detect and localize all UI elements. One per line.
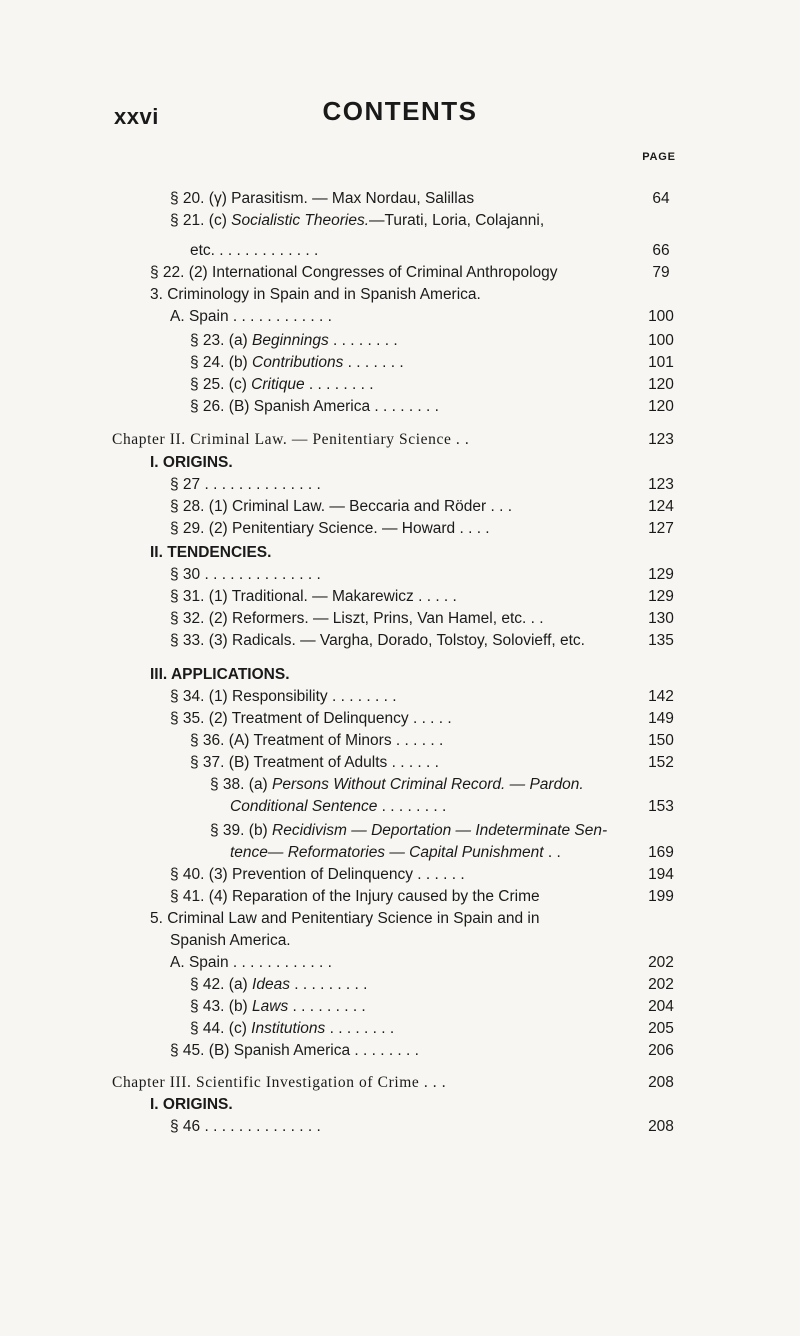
toc-entry-text: § 29. (2) Penitentiary Science. — Howard . . . .: [170, 520, 490, 537]
toc-page-number: 129: [648, 588, 674, 605]
toc-entry-text: [190, 352, 404, 374]
toc-entry: [0, 240, 800, 262]
toc-entry: [0, 564, 800, 586]
toc-page-number: 153: [648, 798, 674, 815]
toc-entry-text: § 37. (B) Treatment of Adults . . . . . .: [190, 754, 439, 771]
toc-page-number: 206: [648, 1042, 674, 1059]
toc-entry-text: III. APPLICATIONS.: [150, 666, 290, 683]
toc-entry: [0, 730, 800, 752]
toc-entry: [0, 452, 800, 474]
toc-entry: [0, 796, 800, 818]
toc-page-number: 152: [648, 754, 674, 771]
toc-entry: [0, 886, 800, 908]
toc-entry-prefix: § 39. (b): [210, 822, 273, 839]
toc-page-number: 123: [648, 431, 674, 448]
toc-page-number: 66: [652, 242, 670, 259]
toc-page-number: 120: [648, 376, 674, 393]
toc-entry: [0, 352, 800, 374]
toc-page-number: 208: [648, 1074, 674, 1091]
toc-entry-prefix: § 21. (c): [170, 212, 232, 229]
toc-page-number: 202: [648, 954, 674, 971]
toc-entry: [0, 262, 800, 284]
toc-entry-text: A. Spain . . . . . . . . . . . .: [170, 954, 332, 971]
toc-entry: [0, 1040, 800, 1062]
toc-entry-text: § 32. (2) Reformers. — Liszt, Prins, Van Hamel, etc. . .: [170, 610, 544, 627]
toc-entry-italic: Conditional Sentence: [230, 798, 378, 815]
toc-page-number: 64: [652, 190, 670, 207]
toc-entry-suffix: . . . . . . . .: [304, 376, 374, 393]
toc-entry-text: § 26. (B) Spanish America . . . . . . . .: [190, 398, 439, 415]
toc-entry-text: [190, 974, 367, 996]
toc-entry: [0, 974, 800, 996]
toc-entry: [0, 864, 800, 886]
toc-entry-text: § 36. (A) Treatment of Minors . . . . . .: [190, 732, 444, 749]
toc-entry: [0, 1094, 800, 1116]
toc-page-number: 127: [648, 520, 674, 537]
toc-entry-prefix: § 23. (a): [190, 332, 253, 349]
toc-entry: [0, 518, 800, 540]
page-title: CONTENTS: [322, 96, 478, 126]
toc-page-number: 205: [648, 1020, 674, 1037]
toc-entry-italic: Laws: [252, 998, 289, 1015]
toc-entry-text: § 34. (1) Responsibility . . . . . . . .: [170, 688, 397, 705]
toc-entry-text: § 41. (4) Reparation of the Injury caused by the Crime: [170, 888, 540, 905]
toc-page-number: 208: [648, 1118, 674, 1135]
toc-entry-text: § 33. (3) Radicals. — Vargha, Dorado, Tolstoy, Solovieff, etc.: [170, 632, 585, 649]
toc-page-number: 79: [652, 264, 670, 281]
toc-entry: [0, 708, 800, 730]
toc-entry-text: [170, 210, 544, 232]
toc-entry-text: [210, 820, 607, 842]
toc-entry-text: § 46 . . . . . . . . . . . . . .: [170, 1118, 321, 1135]
toc-entry-text: II. TENDENCIES.: [150, 544, 272, 561]
toc-entry-italic: Socialistic Theories.: [231, 212, 369, 229]
toc-entry-text: A. Spain . . . . . . . . . . . .: [170, 308, 332, 325]
toc-entry: [0, 586, 800, 608]
toc-entry-text: [190, 330, 398, 352]
toc-entry-italic: Recidivism — Deportation — Indeterminate Sen-: [272, 822, 608, 839]
toc-entry: [0, 1116, 800, 1138]
toc-entry-suffix: . . . . . . . . .: [288, 998, 366, 1015]
page-column-label: PAGE: [642, 151, 676, 163]
toc-entry-text: Chapter III. Scientific Investigation of Crime . . .: [112, 1074, 447, 1091]
toc-entry: [0, 284, 800, 306]
toc-entry: [0, 608, 800, 630]
toc-entry-text: § 28. (1) Criminal Law. — Beccaria and Röder . . .: [170, 498, 513, 515]
toc-entry-suffix: . . . . . . . .: [328, 332, 398, 349]
toc-entry-prefix: § 24. (b): [190, 354, 253, 371]
toc-entry-prefix: § 25. (c): [190, 376, 252, 393]
toc-entry-text: § 30 . . . . . . . . . . . . . .: [170, 566, 321, 583]
toc-entry: [0, 686, 800, 708]
page-header: [0, 96, 800, 136]
toc-entry: [0, 188, 800, 210]
toc-entry: [0, 952, 800, 974]
toc-entry-text: I. ORIGINS.: [150, 1096, 233, 1113]
toc-entry-text: I. ORIGINS.: [150, 454, 233, 471]
toc-entry-text: § 35. (2) Treatment of Delinquency . . . . .: [170, 710, 452, 727]
toc-entry-prefix: § 42. (a): [190, 976, 253, 993]
toc-entry-italic: Persons Without Criminal Record. — Pardon.: [272, 776, 584, 793]
toc-entry-text: etc. . . . . . . . . . . . .: [190, 242, 319, 259]
toc-entry-text: [230, 842, 561, 864]
toc-page-number: 123: [648, 476, 674, 493]
toc-entry-text: [190, 996, 366, 1018]
toc-entry-prefix: § 38. (a): [210, 776, 273, 793]
toc-page-number: 169: [648, 844, 674, 861]
toc-entry: [0, 774, 800, 796]
toc-entry-text: [190, 1018, 394, 1040]
toc-entry: [0, 542, 800, 564]
toc-page-number: 202: [648, 976, 674, 993]
toc-entry: [0, 752, 800, 774]
toc-entry: [0, 396, 800, 418]
toc-page-number: 101: [648, 354, 674, 371]
toc-entry-text: § 31. (1) Traditional. — Makarewicz . . . . .: [170, 588, 457, 605]
toc-entry: [0, 374, 800, 396]
toc-entry-text: 5. Criminal Law and Penitentiary Science in Spain and in: [150, 910, 540, 927]
toc-entry: [0, 842, 800, 864]
toc-entry: [0, 908, 800, 930]
toc-entry: [0, 330, 800, 352]
toc-page-number: 129: [648, 566, 674, 583]
toc-page-number: 149: [648, 710, 674, 727]
toc-entry: [0, 820, 800, 842]
toc-entry-suffix: . . . . . . . .: [377, 798, 447, 815]
toc-entry-text: Spanish America.: [170, 932, 291, 949]
toc-entry-suffix: —Turati, Loria, Colajanni,: [369, 212, 545, 229]
toc-entry-italic: Contributions: [252, 354, 344, 371]
toc-entry-text: § 22. (2) International Congresses of Criminal Anthropology: [150, 264, 558, 281]
toc-entry-text: [190, 374, 374, 396]
toc-entry: [0, 996, 800, 1018]
toc-page-number: 199: [648, 888, 674, 905]
toc-entry-italic: Institutions: [251, 1020, 326, 1037]
toc-page-number: 142: [648, 688, 674, 705]
toc-entry-text: § 45. (B) Spanish America . . . . . . . .: [170, 1042, 419, 1059]
toc-entry-suffix: . . . . . . . .: [325, 1020, 395, 1037]
toc-entry-text: § 27 . . . . . . . . . . . . . .: [170, 476, 321, 493]
toc-entry-suffix: . . . . . . . . .: [289, 976, 368, 993]
toc-entry-text: [210, 774, 584, 796]
toc-page-number: 135: [648, 632, 674, 649]
toc-page-number: 150: [648, 732, 674, 749]
toc-entry-text: Chapter II. Criminal Law. — Penitentiary Science . .: [112, 431, 470, 448]
toc-entry-italic: Beginnings: [252, 332, 329, 349]
toc-entry: [0, 496, 800, 518]
toc-entry: [0, 429, 800, 451]
toc-entry: [0, 1018, 800, 1040]
toc-entry: [0, 664, 800, 686]
toc-page-number: 124: [648, 498, 674, 515]
toc-entry: [0, 630, 800, 652]
toc-entry-italic: Critique: [251, 376, 305, 393]
toc-entry: [0, 306, 800, 328]
toc-page-number: 100: [648, 332, 674, 349]
toc-entry-text: [230, 796, 446, 818]
toc-entry: [0, 1072, 800, 1094]
toc-page-number: 100: [648, 308, 674, 325]
toc-page-number: 204: [648, 998, 674, 1015]
toc-page-number: 120: [648, 398, 674, 415]
toc-entry-italic: Ideas: [252, 976, 290, 993]
toc-entry-text: § 40. (3) Prevention of Delinquency . . . . . .: [170, 866, 465, 883]
toc-entry-text: 3. Criminology in Spain and in Spanish America.: [150, 286, 481, 303]
toc-entry-prefix: § 44. (c): [190, 1020, 252, 1037]
page-number: xxvi: [114, 104, 159, 129]
toc-entry: [0, 930, 800, 952]
toc-entry: [0, 210, 800, 232]
toc-entry-text: § 20. (γ) Parasitism. — Max Nordau, Salillas: [170, 190, 475, 207]
toc-entry-suffix: . .: [543, 844, 561, 861]
toc-entry-prefix: § 43. (b): [190, 998, 253, 1015]
toc-page-number: 130: [648, 610, 674, 627]
toc-entry-italic: tence— Reformatories — Capital Punishment: [230, 844, 544, 861]
toc-entry: [0, 474, 800, 496]
toc-entry-suffix: . . . . . . .: [343, 354, 404, 371]
toc-page-number: 194: [648, 866, 674, 883]
